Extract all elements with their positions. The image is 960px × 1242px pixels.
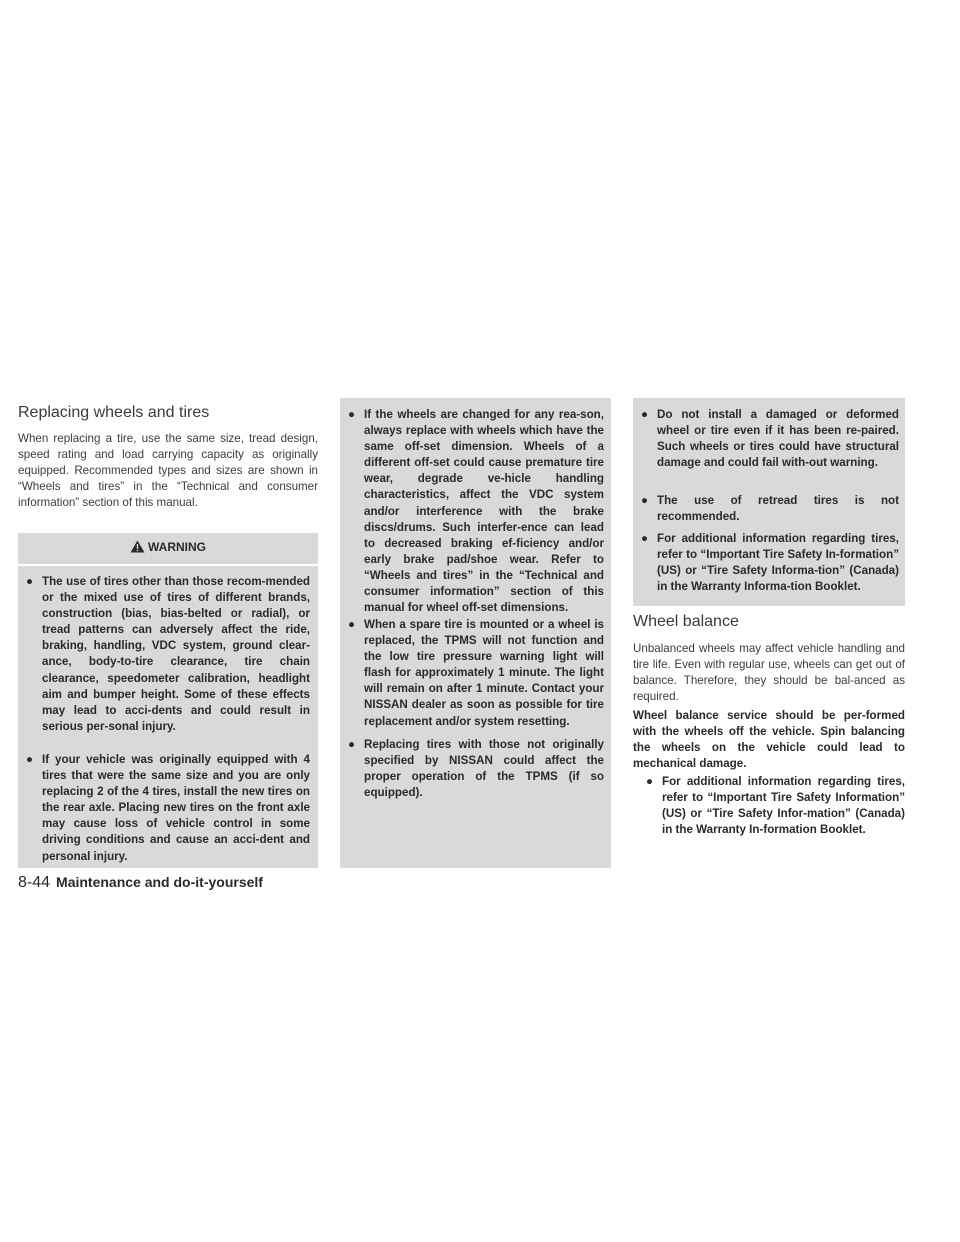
bullet-icon: ● (348, 618, 356, 631)
warning-item (348, 407, 604, 616)
warning-triangle-icon (130, 540, 145, 553)
warning-item-text: Do not install a damaged or deformed wheel or tire even if it has been re-paired. Such wheels or tires could have structural damage and could fail with-out warning. (657, 408, 899, 470)
wheel-balance-bullet (646, 774, 905, 838)
replacing-wheels-intro: When replacing a tire, use the same size, tread design, speed rating and load carrying capacity as originally equipped. Recommended types and sizes are shown in “Wheels and tires” in the “Technical and consumer information” section of this manual. (18, 432, 318, 509)
bullet-icon: ● (26, 575, 34, 588)
warning-divider (18, 564, 318, 566)
bullet-icon: ● (641, 532, 649, 545)
warning-item (348, 617, 604, 730)
bullet-icon: ● (348, 408, 356, 421)
warning-item-text: When a spare tire is mounted or a wheel is replaced, the TPMS will not function and the low tire pressure warning light will flash for approximately 1 minute. The light will remain on after 1 minute. Contact your NISSAN dealer as soon as possible for tire replacement and/or system resetting. (364, 618, 604, 728)
bullet-icon: ● (641, 494, 649, 507)
bullet-icon: ● (641, 408, 649, 421)
warning-box-right (633, 398, 905, 606)
warning-header (18, 533, 318, 560)
wheel-balance-bullet-text: For additional information regarding tires, refer to “Important Tire Safety Information” (US) or “Tire Safety Infor-mation” (Canada) in the Warranty In-formation Booklet. (662, 775, 905, 837)
warning-label: WARNING (148, 539, 206, 554)
section-title-wheel-balance: Wheel balance (633, 613, 739, 630)
warning-item (26, 752, 310, 865)
bullet-icon: ● (646, 775, 654, 788)
warning-item (641, 531, 899, 595)
warning-item-text: If the wheels are changed for any rea-son, always replace with wheels which have the same off-set dimension. Wheels of a different off-set could cause premature tire wear, degrade ve-hicle handling characteristics, affect the VDC system and/or interference with the brake discs/drums. Such interfer-ence can lead to decreased braking ef-ficiency and/or early brake pad/shoe wear. Refer to “Wheels and tires” in the “Technical and consumer information” section of this manual for wheel off-set dimensions. (364, 408, 604, 615)
warning-item-text: For additional information regarding tires, refer to “Important Tire Safety In-formation” (US) or “Tire Safety Informa-tion” (Canada) in the Warranty Informa-tion Booklet. (657, 532, 899, 594)
wheel-balance-notice: Wheel balance service should be per-formed with the wheels off the vehicle. Spin balancing the wheels on the vehicle could lead to mechanical damage. (633, 709, 905, 770)
warning-item (641, 493, 899, 525)
warning-item (348, 737, 604, 801)
warning-item (26, 574, 310, 735)
wheel-balance-intro: Unbalanced wheels may affect vehicle handling and tire life. Even with regular use, wheels can get out of balance. Therefore, they should be bal-anced as required. (633, 642, 905, 703)
chapter-title: Maintenance and do-it-yourself (56, 874, 263, 890)
page-number: 8-44 (18, 874, 51, 891)
warning-item-text: The use of tires other than those recom-mended or the mixed use of tires of different brands, construction (bias, bias-belted or radial), or tread patterns can adversely affect the ride, braking, handling, VDC system, ground clear-ance, body-to-tire clearance, tire chain clearance, speedometer calibration, headlight aim and bumper height. Some of these effects may lead to acci-dents and could result in serious per-sonal injury. (42, 575, 310, 733)
bullet-icon: ● (348, 738, 356, 751)
warning-item (641, 407, 899, 471)
warning-item-text: The use of retread tires is not recommended. (657, 494, 899, 524)
warning-item-text: If your vehicle was originally equipped with 4 tires that were the same size and you are only replacing 2 of the 4 tires, install the new tires on the rear axle. Placing new tires on the front axle may cause loss of vehicle control in some driving conditions and cause an acci-dent and personal injury. (42, 753, 310, 863)
warning-box-middle (340, 398, 611, 868)
warning-box-left (18, 533, 318, 868)
page-footer (18, 874, 263, 892)
bullet-icon: ● (26, 753, 34, 766)
section-title-replacing-wheels: Replacing wheels and tires (18, 404, 210, 421)
warning-item-text: Replacing tires with those not originally specified by NISSAN could affect the proper operation of the TPMS (if so equipped). (364, 738, 604, 800)
